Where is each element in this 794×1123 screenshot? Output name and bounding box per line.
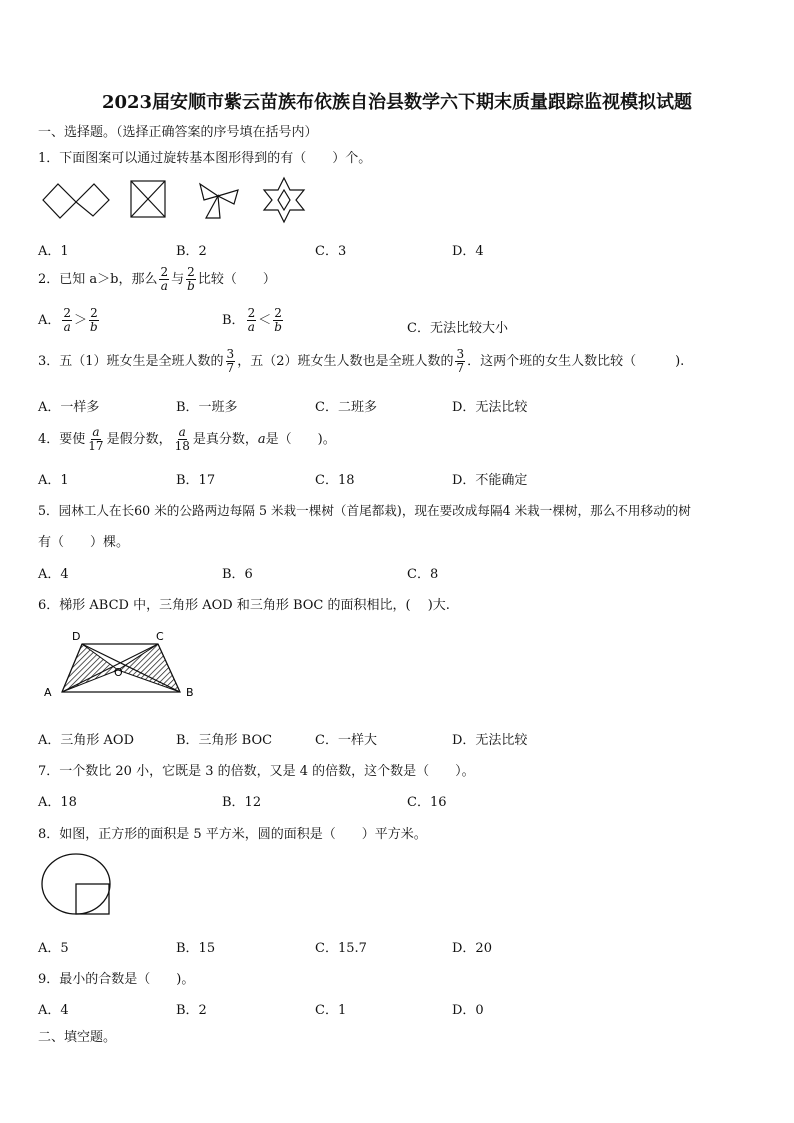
q1-option-c[interactable]: C．3 bbox=[315, 244, 347, 259]
q1-figure-1 bbox=[43, 184, 109, 218]
q9-option-a[interactable]: A．4 bbox=[38, 1003, 69, 1018]
q2-option-c[interactable]: C．无法比较大小 bbox=[407, 321, 508, 336]
q1-figures bbox=[38, 176, 258, 224]
square-shape bbox=[76, 884, 109, 914]
q8-option-c[interactable]: C．15.7 bbox=[315, 941, 367, 956]
q4-option-a[interactable]: A．1 bbox=[38, 473, 69, 488]
page-title: 2023届安顺市紫云苗族布依族自治县数学六下期末质量跟踪监视模拟试题 bbox=[101, 92, 693, 113]
q3-option-a[interactable]: A．一样多 bbox=[38, 400, 100, 415]
q7-option-c[interactable]: C．16 bbox=[407, 795, 447, 810]
question-8: 8．如图，正方形的面积是 5 平方米，圆的面积是（ ）平方米。 bbox=[38, 827, 427, 842]
question-1: 1．下面图案可以通过旋转基本图形得到的有（ ）个。 bbox=[38, 151, 372, 166]
q2-option-b[interactable]: B． $\frac{2}{a}$ ＜ $\frac{2}{b}$ bbox=[222, 306, 282, 334]
q1-option-d[interactable]: D．4 bbox=[452, 244, 484, 259]
question-6: 6．梯形 ABCD 中，三角形 AOD 和三角形 BOC 的面积相比，( )大. bbox=[38, 598, 450, 613]
question-9: 9．最小的合数是（ )。 bbox=[38, 972, 195, 987]
q5-option-b[interactable]: B．6 bbox=[222, 567, 253, 582]
label-d: D bbox=[72, 630, 81, 643]
q8-option-b[interactable]: B．15 bbox=[176, 941, 216, 956]
q1-figure-4 bbox=[264, 178, 304, 222]
label-c: C bbox=[156, 630, 164, 643]
q9-option-c[interactable]: C．1 bbox=[315, 1003, 347, 1018]
q5-option-c[interactable]: C．8 bbox=[407, 567, 439, 582]
section-heading-choice: 一、选择题。（选择正确答案的序号填在括号内） bbox=[38, 125, 318, 140]
question-2: 2．已知 a＞b，那么 $\frac{2}{a}$ 与 $\frac{2}{b}$ 比较（ ） bbox=[38, 265, 276, 293]
q7-option-a[interactable]: A．18 bbox=[38, 795, 77, 810]
q3-option-c[interactable]: C．二班多 bbox=[315, 400, 377, 415]
question-7: 7．一个数比 20 小，它既是 3 的倍数，又是 4 的倍数，这个数是（ ）。 bbox=[38, 764, 475, 779]
q3-option-b[interactable]: B．一班多 bbox=[176, 400, 238, 415]
q8-option-a[interactable]: A．5 bbox=[38, 941, 69, 956]
q1-option-b[interactable]: B．2 bbox=[176, 244, 207, 259]
q6-option-b[interactable]: B．三角形 BOC bbox=[176, 733, 273, 748]
q9-option-d[interactable]: D．0 bbox=[452, 1003, 484, 1018]
q4-option-b[interactable]: B．17 bbox=[176, 473, 216, 488]
q1-option-a[interactable]: A．1 bbox=[38, 244, 69, 259]
question-5-line-1: 5．园林工人在长60 米的公路两边每隔 5 米栽一棵树（首尾都栽)，现在要改成每隔4 米栽一棵树，那么不用移动的树 bbox=[38, 503, 691, 518]
trapezoid-figure bbox=[40, 626, 200, 704]
circle-square-figure bbox=[40, 852, 116, 918]
q9-option-b[interactable]: B．2 bbox=[176, 1003, 207, 1018]
q7-option-b[interactable]: B．12 bbox=[222, 795, 262, 810]
q8-option-d[interactable]: D．20 bbox=[452, 941, 492, 956]
q6-option-a[interactable]: A．三角形 AOD bbox=[38, 733, 134, 748]
q6-option-d[interactable]: D．无法比较 bbox=[452, 733, 528, 748]
question-3: 3．五（1）班女生是全班人数的 $\frac{3}{7}$ ，五（2）班女生人数也是全班人数的 $\frac{3}{7}$ ．这两个班的女生人数比较（ ). bbox=[38, 347, 685, 375]
q5-option-a[interactable]: A．4 bbox=[38, 567, 69, 582]
q3-option-d[interactable]: D．无法比较 bbox=[452, 400, 528, 415]
q6-option-c[interactable]: C．一样大 bbox=[315, 733, 377, 748]
q2-option-a[interactable]: A． $\frac{2}{a}$ ＞ $\frac{2}{b}$ bbox=[38, 306, 98, 334]
label-b: B bbox=[186, 686, 194, 699]
q4-option-c[interactable]: C．18 bbox=[315, 473, 355, 488]
label-o: O bbox=[114, 666, 123, 679]
question-4: 4．要使 $\frac{a}{17}$ 是假分数， $\frac{a}{18}$ 是真分数，a是（ )。 bbox=[38, 425, 336, 453]
question-5-line-2: 有（ ）棵。 bbox=[38, 535, 130, 550]
q4-option-d[interactable]: D．不能确定 bbox=[452, 473, 528, 488]
label-a: A bbox=[44, 686, 52, 699]
q1-figure-2 bbox=[131, 181, 165, 217]
q1-figure-3 bbox=[200, 184, 238, 218]
triangle-boc bbox=[118, 644, 180, 692]
section-heading-fill: 二、填空题。 bbox=[38, 1030, 117, 1045]
